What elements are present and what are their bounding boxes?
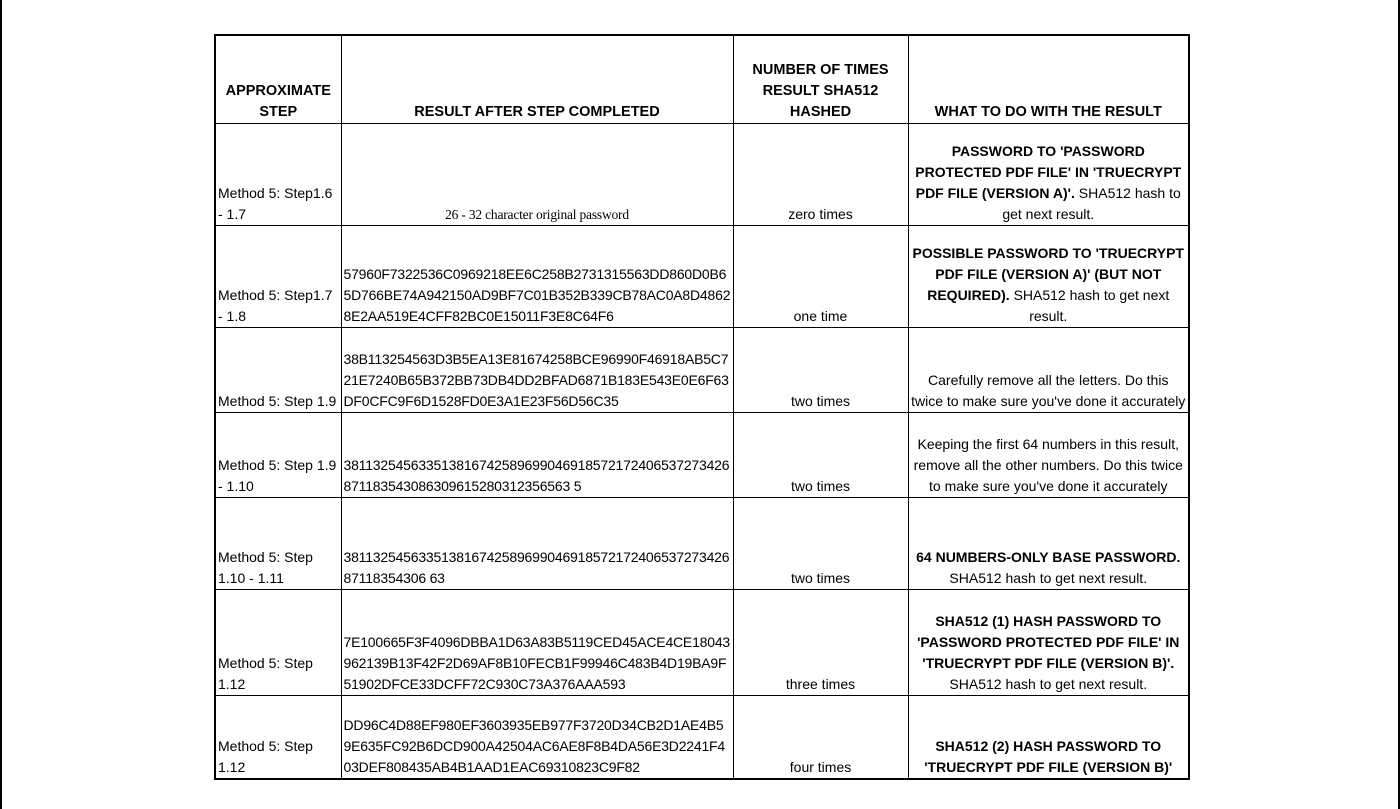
todo-bold: SHA512 (1) HASH PASSWORD TO 'PASSWORD PROTECTED PDF FILE' IN 'TRUECRYPT PDF FILE (VERSION B)'. (917, 612, 1180, 671)
step-cell: Method 5: Step 1.12 (215, 695, 341, 779)
todo-bold: POSSIBLE PASSWORD TO 'TRUECRYPT PDF FILE (VERSION A)' (BUT NOT REQUIRED). (912, 244, 1184, 303)
todo-bold: PASSWORD TO 'PASSWORD PROTECTED PDF FILE' IN 'TRUECRYPT PDF FILE (VERSION A)'. (915, 142, 1182, 201)
step-cell: Method 5: Step 1.9 (215, 327, 341, 412)
table-row (215, 695, 1189, 779)
header-todo: WHAT TO DO WITH THE RESULT (908, 35, 1189, 123)
result-cell: 7E100665F3F4096DBBA1D63A83B5119CED45ACE4CE18043962139B13F42F2D69AF8B10FECB1F99946C483B4D19BA9F51902DFCE33DCFF72C930C73A376AAA593 (341, 589, 733, 695)
result-cell: 38B113254563D3B5EA13E81674258BCE96990F46918AB5C721E7240B65B372BB73DB4DD2BFAD6871B183E543E0E6F63DF0CFC9F6D1528FD0E3A1E23F56D56C35 (341, 327, 733, 412)
todo-cell (908, 327, 1189, 412)
todo-cell (908, 497, 1189, 589)
result-cell: 57960F7322536C0969218EE6C258B2731315563DD860D0B65D766BE74A942150AD9BF7C01B352B339CB78AC0A8D48628E2AA519E4CFF82BC0E15011F3E8C64F6 (341, 225, 733, 327)
todo-cell (908, 695, 1189, 779)
times-cell: two times (733, 412, 908, 497)
step-cell: Method 5: Step 1.12 (215, 589, 341, 695)
step-cell: Method 5: Step 1.9 - 1.10 (215, 412, 341, 497)
times-cell: zero times (733, 123, 908, 225)
step-cell: Method 5: Step1.7 - 1.8 (215, 225, 341, 327)
table-row (215, 589, 1189, 695)
todo-plain: Carefully remove all the letters. Do this twice to make sure you've done it accurately (911, 371, 1186, 409)
table-row (215, 497, 1189, 589)
times-cell: one time (733, 225, 908, 327)
todo-bold: 64 NUMBERS-ONLY BASE PASSWORD. (916, 548, 1181, 565)
result-cell: DD96C4D88EF980EF3603935EB977F3720D34CB2D1AE4B59E635FC92B6DCD900A42504AC6AE8F8B4DA56E3D2241F403DEF808435AB4B1AAD1EAC69310823C9F82 (341, 695, 733, 779)
todo-plain: SHA512 hash to get next result. (1002, 184, 1181, 222)
times-cell: two times (733, 327, 908, 412)
todo-cell (908, 412, 1189, 497)
left-border (0, 0, 2, 809)
header-times: NUMBER OF TIMES RESULT SHA512 HASHED (733, 35, 908, 123)
todo-plain: Keeping the first 64 numbers in this result, remove all the other numbers. Do this twice to make sure you've done it accurately (913, 435, 1183, 494)
times-cell: three times (733, 589, 908, 695)
todo-cell (908, 589, 1189, 695)
todo-cell (908, 225, 1189, 327)
times-cell: two times (733, 497, 908, 589)
table-row (215, 123, 1189, 225)
header-result: RESULT AFTER STEP COMPLETED (341, 35, 733, 123)
hash-steps-table (214, 34, 1190, 780)
header-step: APPROXIMATE STEP (215, 35, 341, 123)
todo-plain: SHA512 hash to get next result. (949, 675, 1148, 692)
step-cell: Method 5: Step 1.10 - 1.11 (215, 497, 341, 589)
table-row (215, 327, 1189, 412)
result-cell: 381132545633513816742589699046918572172406537273426871183543086309615280312356563 5 (341, 412, 733, 497)
result-cell: 38113254563351381674258969904691857217240653727342687118354306 63 (341, 497, 733, 589)
todo-plain: SHA512 hash to get next result. (1009, 286, 1170, 324)
todo-bold: SHA512 (2) HASH PASSWORD TO 'TRUECRYPT PDF FILE (VERSION B)' (924, 738, 1173, 775)
todo-plain: SHA512 hash to get next result. (949, 569, 1148, 586)
step-cell: Method 5: Step1.6 - 1.7 (215, 123, 341, 225)
table-row (215, 225, 1189, 327)
result-cell: 26 - 32 character original password (341, 123, 733, 225)
table-row (215, 412, 1189, 497)
todo-cell (908, 123, 1189, 225)
header-row (215, 35, 1189, 123)
times-cell: four times (733, 695, 908, 779)
